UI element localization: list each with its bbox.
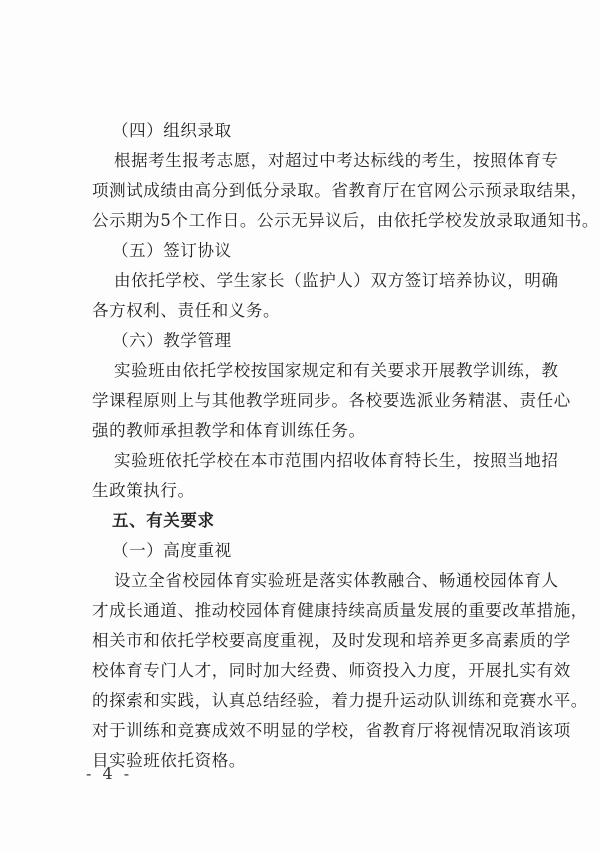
document-body <box>92 116 599 776</box>
subheading-agreement: （五）签订协议 <box>112 241 232 260</box>
section-heading-requirements: 五、有关要求 <box>112 511 215 530</box>
text-line: 学课程原则上与其他教学班同步。各校要选派业务精湛、责任心 <box>92 391 571 410</box>
text-line: 实验班由依托学校按国家规定和有关要求开展教学训练，教 <box>114 361 559 380</box>
text-line: 生政策执行。 <box>92 481 195 500</box>
page-number: - 4 - <box>86 764 133 783</box>
text-line: 各方权利、责任和义务。 <box>92 301 281 320</box>
text-line: 校体育专门人才，同时加大经费、师资投入力度，开展扎实有效 <box>92 661 571 680</box>
subheading-importance: （一）高度重视 <box>112 541 232 560</box>
text-line: 的探索和实践，认真总结经验，着力提升运动队训练和竞赛水平。 <box>92 691 588 710</box>
text-line: 目实验班依托资格。 <box>92 751 246 770</box>
text-line: 相关市和依托学校要高度重视，及时发现和培养更多高素质的学 <box>92 631 571 650</box>
text-line: 公示期为5个工作日。公示无异议后，由依托学校发放录取通知书。 <box>92 211 599 230</box>
subheading-admission: （四）组织录取 <box>112 121 232 140</box>
text-line: 由依托学校、学生家长（监护人）双方签订培养协议，明确 <box>114 271 559 290</box>
text-line: 项测试成绩由高分到低分录取。省教育厅在官网公示预录取结果， <box>92 181 588 200</box>
text-line: 强的教师承担教学和体育训练任务。 <box>92 421 366 440</box>
subheading-teaching: （六）教学管理 <box>112 331 232 350</box>
text-line: 根据考生报考志愿，对超过中考达标线的考生，按照体育专 <box>114 151 559 170</box>
text-line: 设立全省校园体育实验班是落实体教融合、畅通校园体育人 <box>114 571 559 590</box>
text-line: 实验班依托学校在本市范围内招收体育特长生，按照当地招 <box>114 451 559 470</box>
text-line: 对于训练和竞赛成效不明显的学校，省教育厅将视情况取消该项 <box>92 721 571 740</box>
text-line: 才成长通道、推动校园体育健康持续高质量发展的重要改革措施， <box>92 601 588 620</box>
